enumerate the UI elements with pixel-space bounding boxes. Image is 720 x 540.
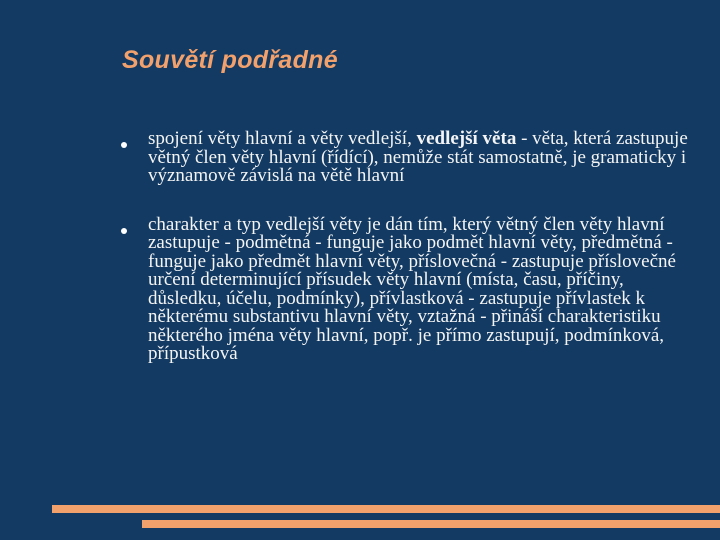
slide-title: Souvětí podřadné [122,46,338,74]
bullet-list [120,130,695,394]
decorative-bar-top [52,505,720,513]
bullet-1-text-before: spojení věty hlavní a věty vedlejší, [148,128,417,149]
bullet-item-2 [120,213,695,364]
bullet-1-term: vedlejší věta [416,128,517,149]
bullet-item-1 [120,130,695,186]
bullet-2-text: charakter a typ vedlejší věty je dán tím, který větný člen věty hlavní zastupuje - podmětná - funguje jako podmět hlavní věty, předmětná - funguje jako předmět hlavní věty, příslovečná - zastupuje příslovečné určení determinující přísudek věty hlavní (místa, času, příčiny, důsledku, účelu, podmínky), přívlastková - zastupuje přívlastek k některému substantivu hlavní věty, vztažná - přináší charakteristiku některého jména věty hlavní, popř. je přímo zastupují, podmínková, přípustková [148,213,676,364]
decorative-bar-bottom [142,520,720,528]
bullet-icon [121,142,127,148]
bullet-icon [121,228,127,234]
bullet-1-text-after: - věta, která zastupuje větný člen věty hlavní (řídící), nemůže stát samostatně, je gramaticky i významově závislá na větě hlavní [148,128,688,186]
